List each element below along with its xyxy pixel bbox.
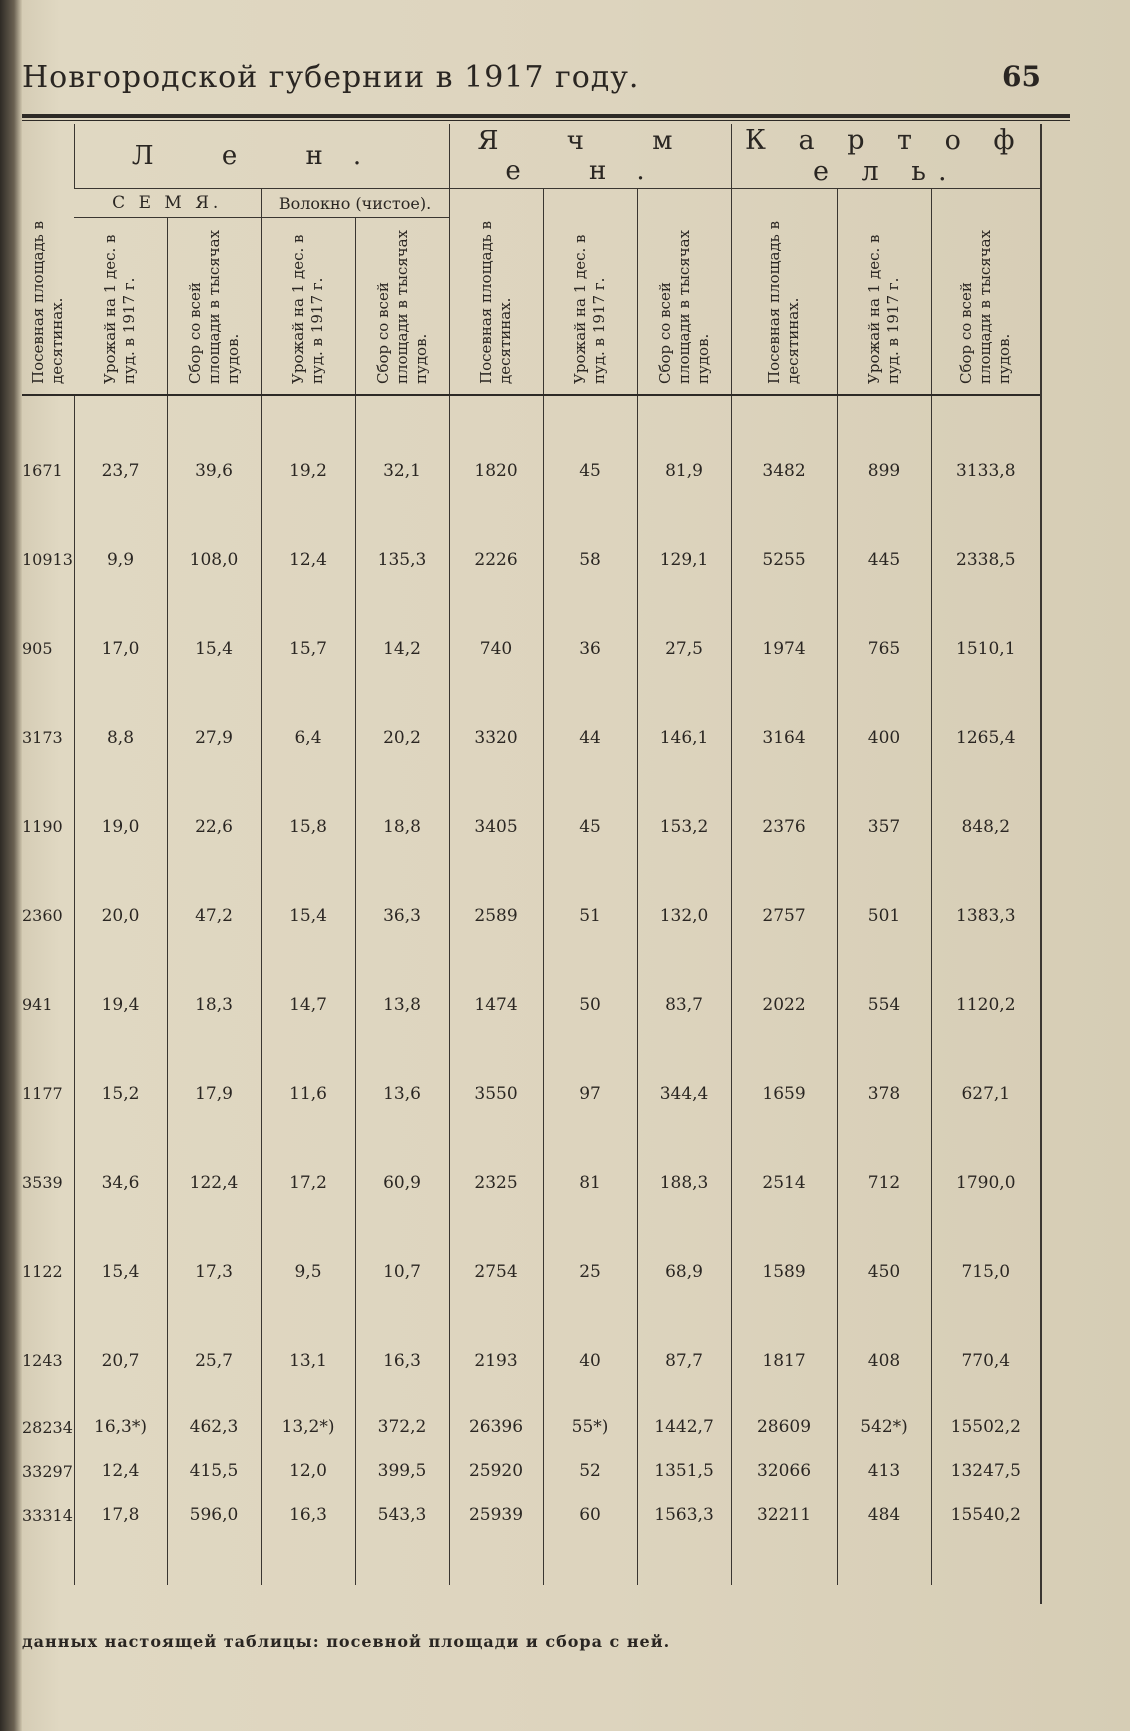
- column-header-barley-area: Посевная площадь в десятинах.: [449, 189, 543, 396]
- column-header-seed-harvest: Сбор со всей площади в тысячах пудов.: [167, 218, 261, 396]
- table-cell: 55*): [543, 1405, 637, 1449]
- table-cell: 357: [837, 782, 931, 871]
- table-cell: 3164: [731, 693, 837, 782]
- column-header-seed-yield: Урожай на 1 дес. в пуд. в 1917 г.: [74, 218, 167, 396]
- table-cell: 905: [22, 639, 53, 658]
- table-cell: 68,9: [637, 1227, 731, 1316]
- table-cell: 32211: [731, 1493, 837, 1537]
- table-cell: 12,4: [74, 1449, 167, 1493]
- table-cell: 715,0: [931, 1227, 1040, 1316]
- table-cell: 1383,3: [931, 871, 1040, 960]
- table-cell: 408: [837, 1316, 931, 1405]
- table-cell: 899: [837, 426, 931, 515]
- table-cell: 153,2: [637, 782, 731, 871]
- column-header-barley-harvest: Сбор со всей площади в тысячах пудов.: [637, 189, 731, 396]
- table-cell: 28609: [731, 1405, 837, 1449]
- table-cell: 108,0: [167, 515, 261, 604]
- total-row: [22, 1449, 1040, 1493]
- table-cell: 3482: [731, 426, 837, 515]
- running-title: Новгородской губернии в 1917 году.: [22, 60, 640, 95]
- table-cell: 15540,2: [931, 1493, 1040, 1537]
- table-cell: 5255: [731, 515, 837, 604]
- table-cell: 372,2: [355, 1405, 449, 1449]
- table-cell: 941: [22, 995, 53, 1014]
- table-cell: 47,2: [167, 871, 261, 960]
- table-cell: 87,7: [637, 1316, 731, 1405]
- table-row: [22, 1138, 1040, 1227]
- table-cell: 1474: [449, 960, 543, 1049]
- header-rule: [22, 114, 1070, 118]
- table-cell: 13,1: [261, 1316, 355, 1405]
- table-cell: 462,3: [167, 1405, 261, 1449]
- table-cell: 28234: [22, 1417, 73, 1437]
- table-cell: 765: [837, 604, 931, 693]
- table-cell: 25939: [449, 1493, 543, 1537]
- table-cell: 14,2: [355, 604, 449, 693]
- table-cell: 445: [837, 515, 931, 604]
- table-cell: 378: [837, 1049, 931, 1138]
- column-header-flax-area: Посевная площадь в десятинах.: [22, 124, 74, 395]
- table-cell: 3550: [449, 1049, 543, 1138]
- crop-header-flax: Л е н.: [74, 124, 449, 189]
- table-cell: 2360: [22, 906, 63, 925]
- table-cell: 20,2: [355, 693, 449, 782]
- table-cell: 1190: [22, 817, 63, 836]
- crop-yield-table: [22, 124, 1040, 1585]
- table-cell: 60: [543, 1493, 637, 1537]
- table-cell: 6,4: [261, 693, 355, 782]
- table-cell: 97: [543, 1049, 637, 1138]
- table-cell: 36,3: [355, 871, 449, 960]
- table-cell: 1659: [731, 1049, 837, 1138]
- table-cell: 51: [543, 871, 637, 960]
- subgroup-fiber: Волокно (чистое).: [261, 189, 449, 218]
- table-cell: 40: [543, 1316, 637, 1405]
- table-cell: 1974: [731, 604, 837, 693]
- table-row: [22, 782, 1040, 871]
- table-cell: 9,5: [261, 1227, 355, 1316]
- table-cell: 33297: [22, 1461, 73, 1481]
- table-cell: 1820: [449, 426, 543, 515]
- table-row: [22, 426, 1040, 515]
- table-cell: 2226: [449, 515, 543, 604]
- table-cell: 13,2*): [261, 1405, 355, 1449]
- crop-header-barley: Я ч м е н.: [449, 124, 731, 189]
- table-cell: 18,3: [167, 960, 261, 1049]
- table-cell: 15,8: [261, 782, 355, 871]
- table-cell: 32066: [731, 1449, 837, 1493]
- table-cell: 52: [543, 1449, 637, 1493]
- table-cell: 770,4: [931, 1316, 1040, 1405]
- table-cell: 27,5: [637, 604, 731, 693]
- table-cell: 19,2: [261, 426, 355, 515]
- table-cell: 58: [543, 515, 637, 604]
- table-cell: 554: [837, 960, 931, 1049]
- table-cell: 501: [837, 871, 931, 960]
- table-cell: 484: [837, 1493, 931, 1537]
- table-cell: 39,6: [167, 426, 261, 515]
- table-cell: 19,4: [74, 960, 167, 1049]
- table-cell: 3173: [22, 728, 63, 747]
- column-header-fiber-harvest: Сбор со всей площади в тысячах пудов.: [355, 218, 449, 396]
- table-cell: 596,0: [167, 1493, 261, 1537]
- table-cell: 2589: [449, 871, 543, 960]
- table-cell: 36: [543, 604, 637, 693]
- table-cell: 20,7: [74, 1316, 167, 1405]
- table-cell: 10,7: [355, 1227, 449, 1316]
- table-cell: 2376: [731, 782, 837, 871]
- table-cell: 34,6: [74, 1138, 167, 1227]
- table-cell: 81,9: [637, 426, 731, 515]
- table-cell: 400: [837, 693, 931, 782]
- table-cell: 627,1: [931, 1049, 1040, 1138]
- table-row: [22, 693, 1040, 782]
- table-cell: 740: [449, 604, 543, 693]
- table-cell: 2325: [449, 1138, 543, 1227]
- table-cell: 23,7: [74, 426, 167, 515]
- table-cell: 1177: [22, 1084, 63, 1103]
- table-cell: 26396: [449, 1405, 543, 1449]
- column-header-barley-yield: Урожай на 1 дес. в пуд. в 1917 г.: [543, 189, 637, 396]
- table-tail: [22, 1537, 1040, 1585]
- table-cell: 44: [543, 693, 637, 782]
- total-row: [22, 1493, 1040, 1537]
- table-row: [22, 871, 1040, 960]
- table-cell: 2757: [731, 871, 837, 960]
- table-cell: 17,3: [167, 1227, 261, 1316]
- table-cell: 712: [837, 1138, 931, 1227]
- table-row: [22, 1227, 1040, 1316]
- column-header-potato-harvest: Сбор со всей площади в тысячах пудов.: [931, 189, 1040, 396]
- table-cell: 13247,5: [931, 1449, 1040, 1493]
- table-cell: 450: [837, 1227, 931, 1316]
- table-cell: 15,7: [261, 604, 355, 693]
- table-row: [22, 1316, 1040, 1405]
- page-number: 65: [1002, 60, 1041, 93]
- table-cell: 1563,3: [637, 1493, 731, 1537]
- table-cell: 2022: [731, 960, 837, 1049]
- table-cell: 50: [543, 960, 637, 1049]
- table-cell: 25,7: [167, 1316, 261, 1405]
- table-right-rule: [1040, 124, 1042, 1604]
- column-header-fiber-yield: Урожай на 1 дес. в пуд. в 1917 г.: [261, 218, 355, 396]
- table-cell: 399,5: [355, 1449, 449, 1493]
- table-cell: 13,6: [355, 1049, 449, 1138]
- table-cell: 1120,2: [931, 960, 1040, 1049]
- table-cell: 3405: [449, 782, 543, 871]
- table-cell: 12,4: [261, 515, 355, 604]
- table-cell: 1671: [22, 461, 63, 480]
- table-cell: 129,1: [637, 515, 731, 604]
- table-cell: 22,6: [167, 782, 261, 871]
- table-cell: 543,3: [355, 1493, 449, 1537]
- table-cell: 8,8: [74, 693, 167, 782]
- table-row: [22, 960, 1040, 1049]
- footnote: данных настоящей таблицы: посевной площади и сбора с ней.: [22, 1632, 671, 1651]
- table-cell: 415,5: [167, 1449, 261, 1493]
- column-header-potato-area: Посевная площадь в десятинах.: [731, 189, 837, 396]
- table-cell: 27,9: [167, 693, 261, 782]
- table-cell: 19,0: [74, 782, 167, 871]
- table-cell: 15,4: [261, 871, 355, 960]
- table-cell: 17,0: [74, 604, 167, 693]
- table-cell: 2754: [449, 1227, 543, 1316]
- table-cell: 1817: [731, 1316, 837, 1405]
- table-cell: 2514: [731, 1138, 837, 1227]
- table-cell: 3539: [22, 1173, 63, 1192]
- table-cell: 16,3*): [74, 1405, 167, 1449]
- table-cell: 122,4: [167, 1138, 261, 1227]
- column-header-potato-yield: Урожай на 1 дес. в пуд. в 1917 г.: [837, 189, 931, 396]
- table-cell: 9,9: [74, 515, 167, 604]
- table-cell: 25: [543, 1227, 637, 1316]
- table-cell: 1510,1: [931, 604, 1040, 693]
- table-cell: 135,3: [355, 515, 449, 604]
- table-cell: 20,0: [74, 871, 167, 960]
- table-cell: 17,9: [167, 1049, 261, 1138]
- table-cell: 146,1: [637, 693, 731, 782]
- table-cell: 83,7: [637, 960, 731, 1049]
- table-cell: 2338,5: [931, 515, 1040, 604]
- table-row: [22, 1049, 1040, 1138]
- table-cell: 848,2: [931, 782, 1040, 871]
- table-cell: 60,9: [355, 1138, 449, 1227]
- table-cell: 15,4: [167, 604, 261, 693]
- table-cell: 1589: [731, 1227, 837, 1316]
- table-cell: 132,0: [637, 871, 731, 960]
- table-cell: 25920: [449, 1449, 543, 1493]
- table-cell: 15,4: [74, 1227, 167, 1316]
- table-cell: 15,2: [74, 1049, 167, 1138]
- table-row: [22, 604, 1040, 693]
- book-binding-shadow: [0, 0, 22, 1731]
- table-cell: 1265,4: [931, 693, 1040, 782]
- table-cell: 32,1: [355, 426, 449, 515]
- table-cell: 1442,7: [637, 1405, 731, 1449]
- table-cell: 45: [543, 426, 637, 515]
- table-cell: 1122: [22, 1262, 63, 1281]
- table-row: [22, 515, 1040, 604]
- table-cell: 45: [543, 782, 637, 871]
- table-cell: 344,4: [637, 1049, 731, 1138]
- table-cell: 1243: [22, 1351, 63, 1370]
- subgroup-seed: С Е М Я.: [74, 189, 261, 218]
- table-cell: 2193: [449, 1316, 543, 1405]
- total-row: [22, 1405, 1040, 1449]
- table-cell: 12,0: [261, 1449, 355, 1493]
- table-cell: 81: [543, 1138, 637, 1227]
- table-spacer: [22, 395, 1040, 426]
- table-cell: 3133,8: [931, 426, 1040, 515]
- table-cell: 542*): [837, 1405, 931, 1449]
- table-cell: 3320: [449, 693, 543, 782]
- header-rule-thin: [22, 120, 1070, 121]
- table-cell: 11,6: [261, 1049, 355, 1138]
- crop-header-potato: К а р т о ф е л ь.: [731, 124, 1040, 189]
- table-cell: 33314: [22, 1505, 73, 1525]
- table-cell: 13,8: [355, 960, 449, 1049]
- table-cell: 16,3: [355, 1316, 449, 1405]
- table-cell: 188,3: [637, 1138, 731, 1227]
- table-cell: 1790,0: [931, 1138, 1040, 1227]
- table-cell: 1351,5: [637, 1449, 731, 1493]
- table-cell: 413: [837, 1449, 931, 1493]
- table-cell: 15502,2: [931, 1405, 1040, 1449]
- table-cell: 14,7: [261, 960, 355, 1049]
- table-cell: 17,2: [261, 1138, 355, 1227]
- table-cell: 17,8: [74, 1493, 167, 1537]
- table-cell: 18,8: [355, 782, 449, 871]
- table-cell: 16,3: [261, 1493, 355, 1537]
- table-body: [22, 395, 1040, 1585]
- table-cell: 10913: [22, 550, 73, 569]
